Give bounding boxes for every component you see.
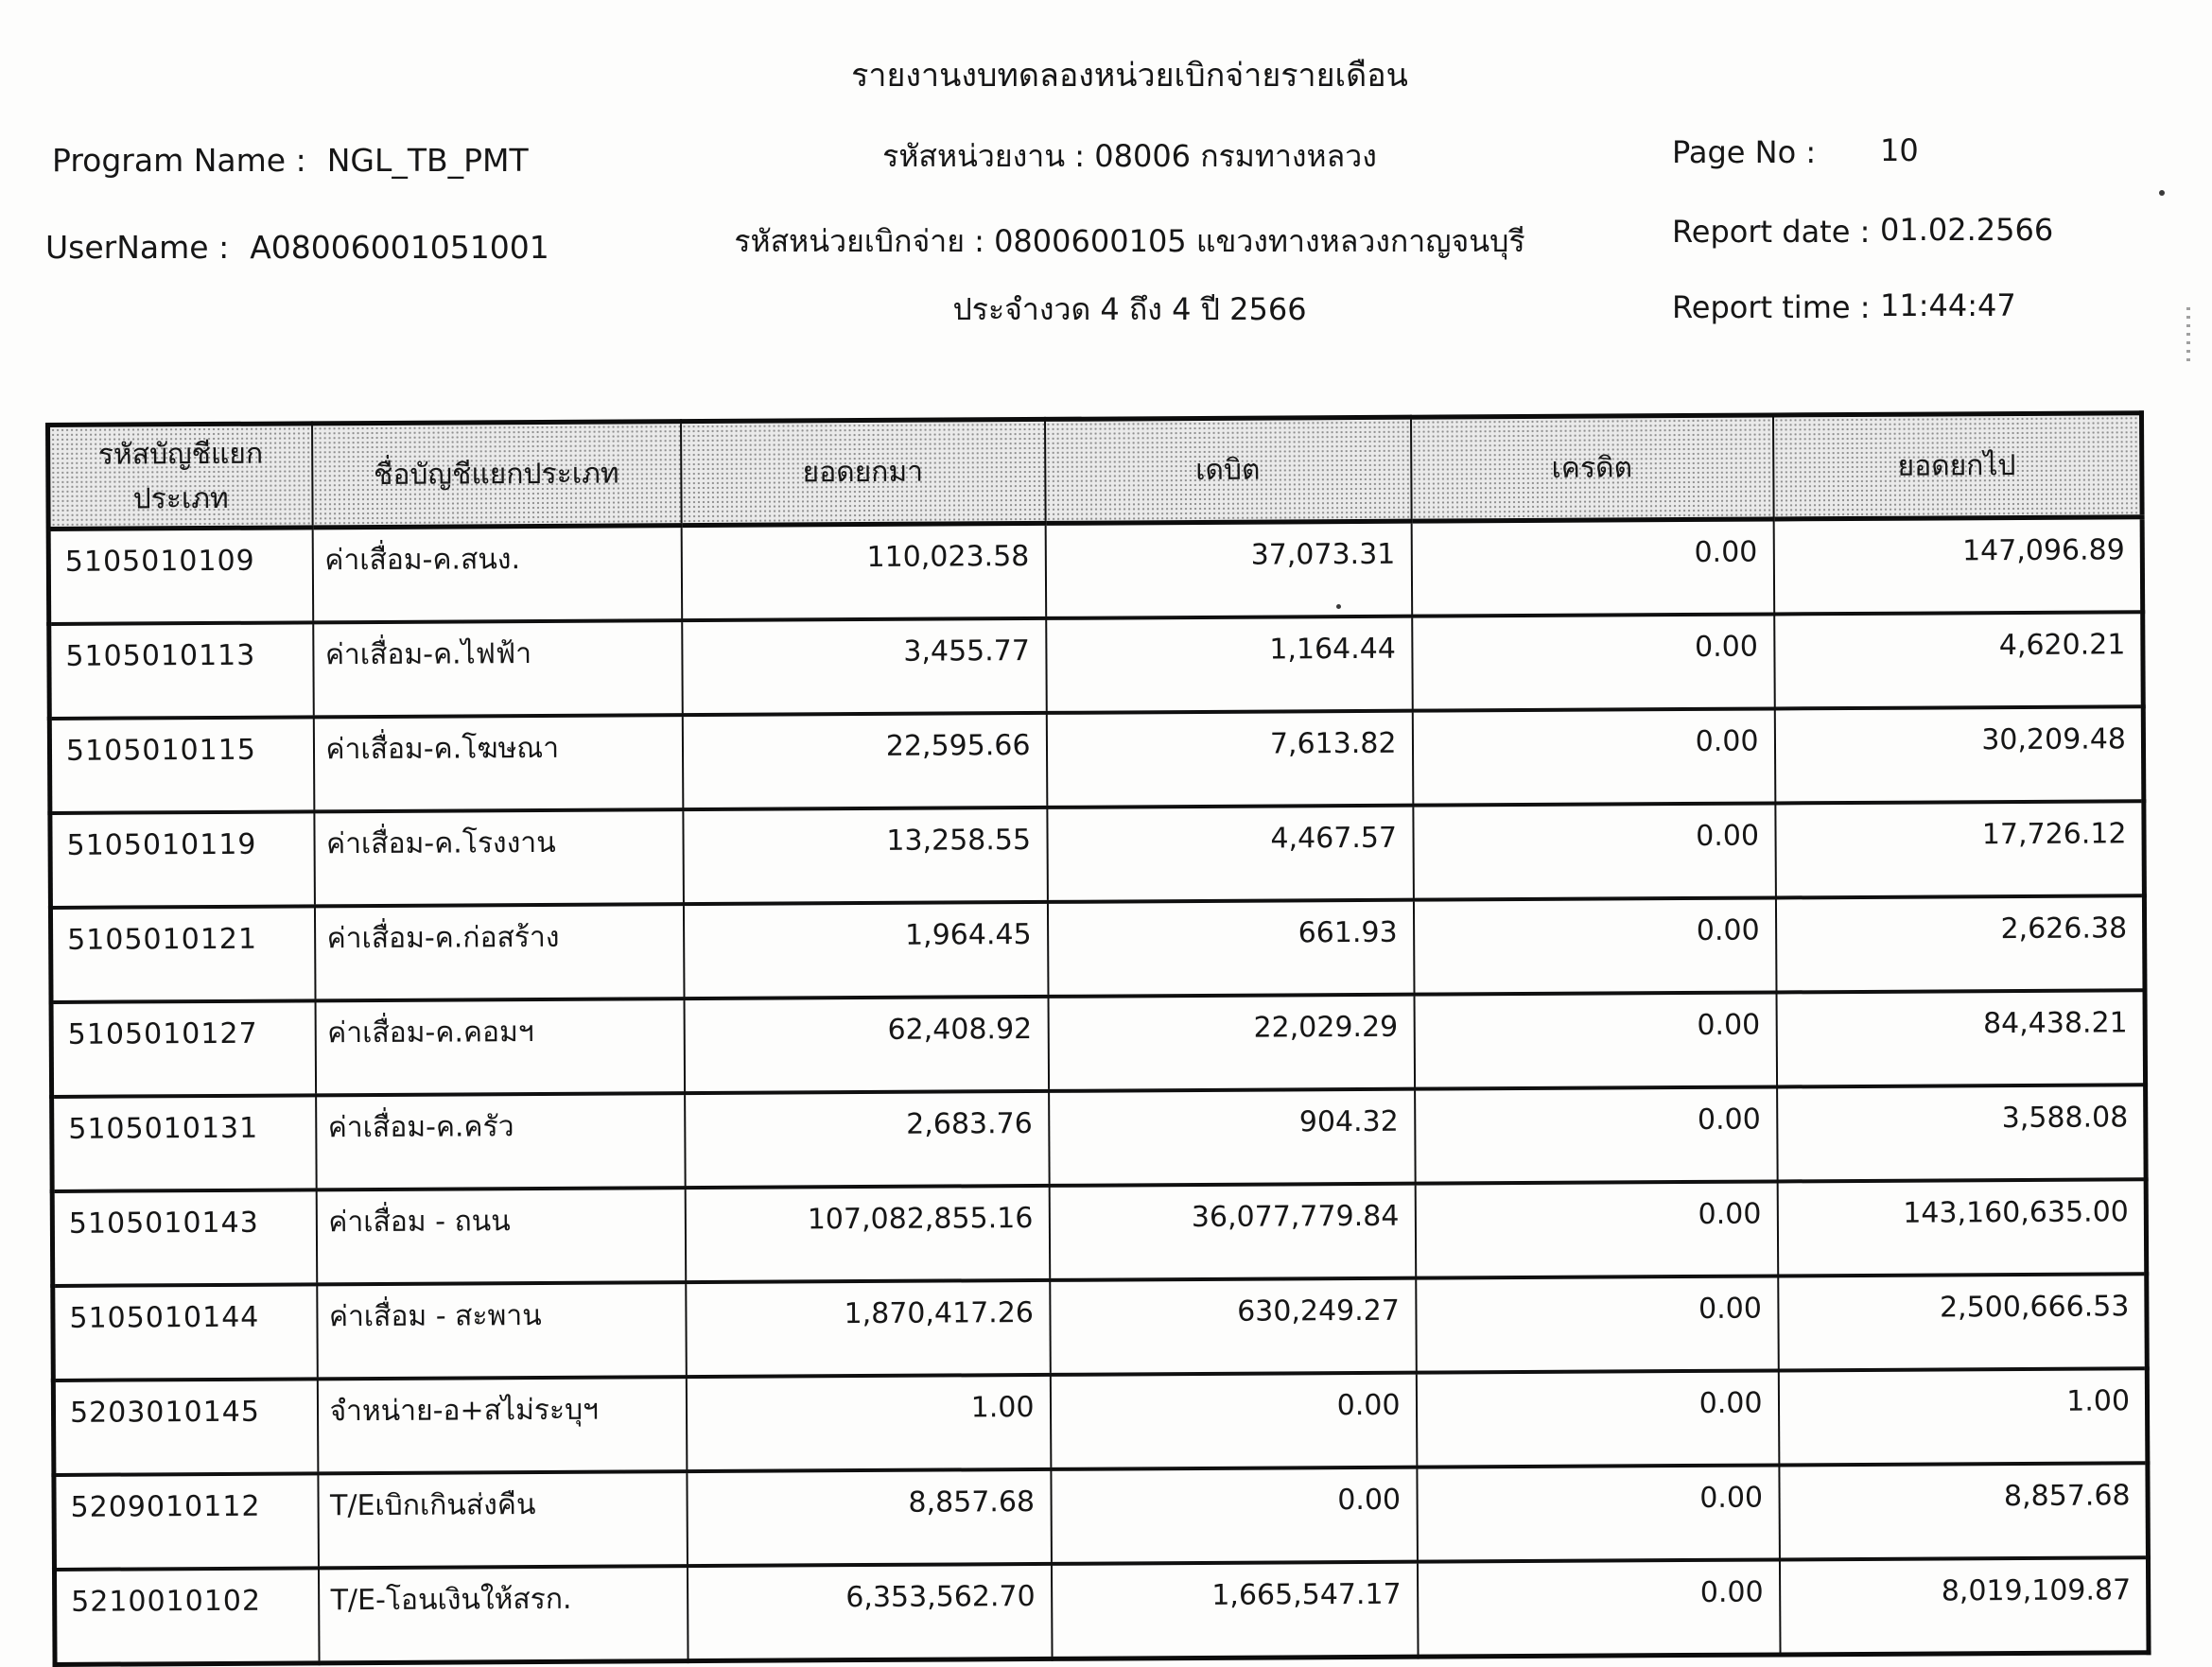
account-name-cell: ค่าเสื่อม-ค.ก่อสร้าง [314,904,684,1000]
account-code-cell: 5105010143 [68,1206,259,1241]
table-row [48,517,2143,624]
scan-speck [1336,604,1341,609]
report-date-value: 01.02.2566 [1880,212,2054,248]
page-title: รายงานงบทดลองหน่วยเบิกจ่ายรายเดือน [851,57,1408,95]
balance-bf-cell: 3,455.77 [682,618,1047,715]
account-name-cell: ค่าเสื่อม-ค.คอมฯ [315,998,685,1095]
account-name-cell: ค่าเสื่อม-ค.สนง. [312,526,682,623]
column-header-debit: เดบิต [1044,417,1411,523]
debit-cell: 630,249.27 [1050,1278,1417,1375]
username-label: UserName : [45,229,230,266]
column-header-balance-bf: ยอดยกมา [681,419,1046,525]
balance-bf-cell: 1,870,417.26 [686,1280,1051,1377]
balance-bf-cell: 8,857.68 [687,1469,1052,1566]
balance-cf-cell: 84,438.21 [1776,990,2146,1086]
balance-bf-cell: 110,023.58 [681,523,1046,620]
account-name-cell: ค่าเสื่อม - สะพาน [317,1282,687,1379]
debit-cell: 0.00 [1050,1373,1417,1469]
program-name-label: Program Name : [52,142,306,179]
debit-cell: 37,073.31 [1045,521,1412,618]
balance-cf-cell: 3,588.08 [1777,1085,2147,1181]
account-name-cell: ค่าเสื่อม-ค.โฆษณา [313,715,683,811]
disbursement-unit-line: รหัสหน่วยเบิกจ่าย : 0800600105 แขวงทางหลวงกาญจนบุรี [734,223,1525,259]
balance-cf-cell: 8,019,109.87 [1779,1557,2149,1655]
page-no-label: Page No : [1672,134,1817,170]
account-code-cell: 5105010113 [65,638,256,673]
balance-bf-cell: 13,258.55 [683,807,1048,904]
column-header-balance-cf: ยอดยกไป [1772,413,2142,519]
scan-speck [2159,190,2165,196]
balance-bf-cell: 1,964.45 [683,902,1048,998]
account-name-cell: ค่าเสื่อม-ค.ครัว [316,1093,686,1189]
credit-cell: 0.00 [1414,992,1777,1088]
debit-cell: 22,029.29 [1048,995,1415,1091]
balance-cf-cell: 17,726.12 [1775,801,2145,897]
debit-cell: 7,613.82 [1046,711,1413,807]
account-name-cell: ค่าเสื่อม-ค.ไฟฟ้า [313,620,683,717]
account-code-cell: 5210010102 [71,1584,262,1619]
account-code-cell: 5105010109 [64,544,255,579]
credit-cell: 0.00 [1417,1559,1780,1657]
trial-balance-grid [45,410,2151,1667]
balance-cf-cell: 2,626.38 [1775,895,2145,992]
table-row [52,1085,2147,1191]
account-name-cell: T/Eเบิกเกินส่งคืน [318,1471,688,1568]
account-name-cell: จำหน่าย-อ+สไม่ระบุฯ [317,1377,687,1473]
table-row [49,612,2144,719]
debit-cell: 1,665,547.17 [1051,1562,1418,1659]
account-name-cell: T/E-โอนเงินให้สรก. [318,1566,688,1663]
debit-cell: 1,164.44 [1046,616,1413,713]
debit-cell: 904.32 [1049,1089,1416,1186]
report-time-value: 11:44:47 [1880,287,2016,323]
table-row [53,1274,2148,1380]
column-header-credit: เครดิต [1410,415,1773,521]
balance-cf-cell: 30,209.48 [1774,706,2144,803]
account-code-cell: 5105010127 [67,1016,258,1051]
username-value: A08006001051001 [250,229,549,266]
debit-cell: 4,467.57 [1047,806,1414,902]
balance-cf-cell: 2,500,666.53 [1778,1274,2148,1370]
table-row [54,1557,2149,1664]
table-row [54,1463,2149,1570]
scan-edge-artifact [2186,307,2190,366]
account-code-cell: 5105010121 [67,922,258,957]
table-row [51,990,2146,1097]
balance-bf-cell: 6,353,562.70 [687,1564,1052,1661]
account-name-cell: ค่าเสื่อม - ถนน [316,1188,686,1284]
page-no-value: 10 [1880,132,1919,168]
table-row [53,1368,2148,1475]
table-row [50,895,2145,1002]
balance-cf-cell: 4,620.21 [1774,612,2144,708]
table-row [50,801,2145,908]
credit-cell: 0.00 [1412,614,1775,710]
credit-cell: 0.00 [1413,897,1776,994]
account-code-cell: 5105010131 [68,1111,259,1146]
report-date-label: Report date : [1672,214,1871,250]
account-code-cell: 5105010119 [66,827,257,862]
period-line: ประจำงวด 4 ถึง 4 ปี 2566 [952,291,1307,327]
table-body [48,517,2149,1665]
column-header-account-name: ชื่อบัญชีแยกประเภท [312,422,682,528]
account-code-cell: 5105010115 [65,733,256,768]
debit-cell: 661.93 [1047,900,1414,997]
credit-cell: 0.00 [1412,708,1775,805]
table-row [49,706,2144,813]
balance-cf-cell: 147,096.89 [1773,517,2143,615]
balance-bf-cell: 22,595.66 [682,713,1047,809]
column-header-account-code: รหัสบัญชีแยกประเภท [48,424,313,530]
credit-cell: 0.00 [1416,1276,1779,1372]
credit-cell: 0.00 [1415,1086,1778,1183]
table-header-row [48,413,2143,530]
balance-bf-cell: 2,683.76 [685,1091,1050,1188]
credit-cell: 0.00 [1415,1181,1778,1277]
credit-cell: 0.00 [1416,1370,1779,1467]
balance-bf-cell: 1.00 [686,1375,1051,1471]
account-code-cell: 5105010144 [69,1300,260,1335]
account-code-cell: 5203010145 [69,1395,261,1430]
balance-cf-cell: 143,160,635.00 [1777,1179,2147,1276]
agency-code-line: รหัสหน่วยงาน : 08006 กรมทางหลวง [882,138,1377,174]
account-name-cell: ค่าเสื่อม-ค.โรงงาน [314,809,684,906]
credit-cell: 0.00 [1417,1465,1780,1561]
balance-cf-cell: 1.00 [1778,1368,2148,1465]
account-code-cell: 5209010112 [70,1489,261,1524]
report-time-label: Report time : [1672,289,1871,325]
program-name-value: NGL_TB_PMT [326,142,529,179]
balance-bf-cell: 107,082,855.16 [685,1186,1050,1282]
table-row [52,1179,2147,1286]
debit-cell: 36,077,779.84 [1049,1184,1416,1280]
balance-cf-cell: 8,857.68 [1779,1463,2149,1559]
debit-cell: 0.00 [1051,1467,1418,1564]
credit-cell: 0.00 [1413,803,1776,899]
trial-balance-table [45,410,2147,1667]
balance-bf-cell: 62,408.92 [684,997,1049,1093]
credit-cell: 0.00 [1411,519,1774,616]
